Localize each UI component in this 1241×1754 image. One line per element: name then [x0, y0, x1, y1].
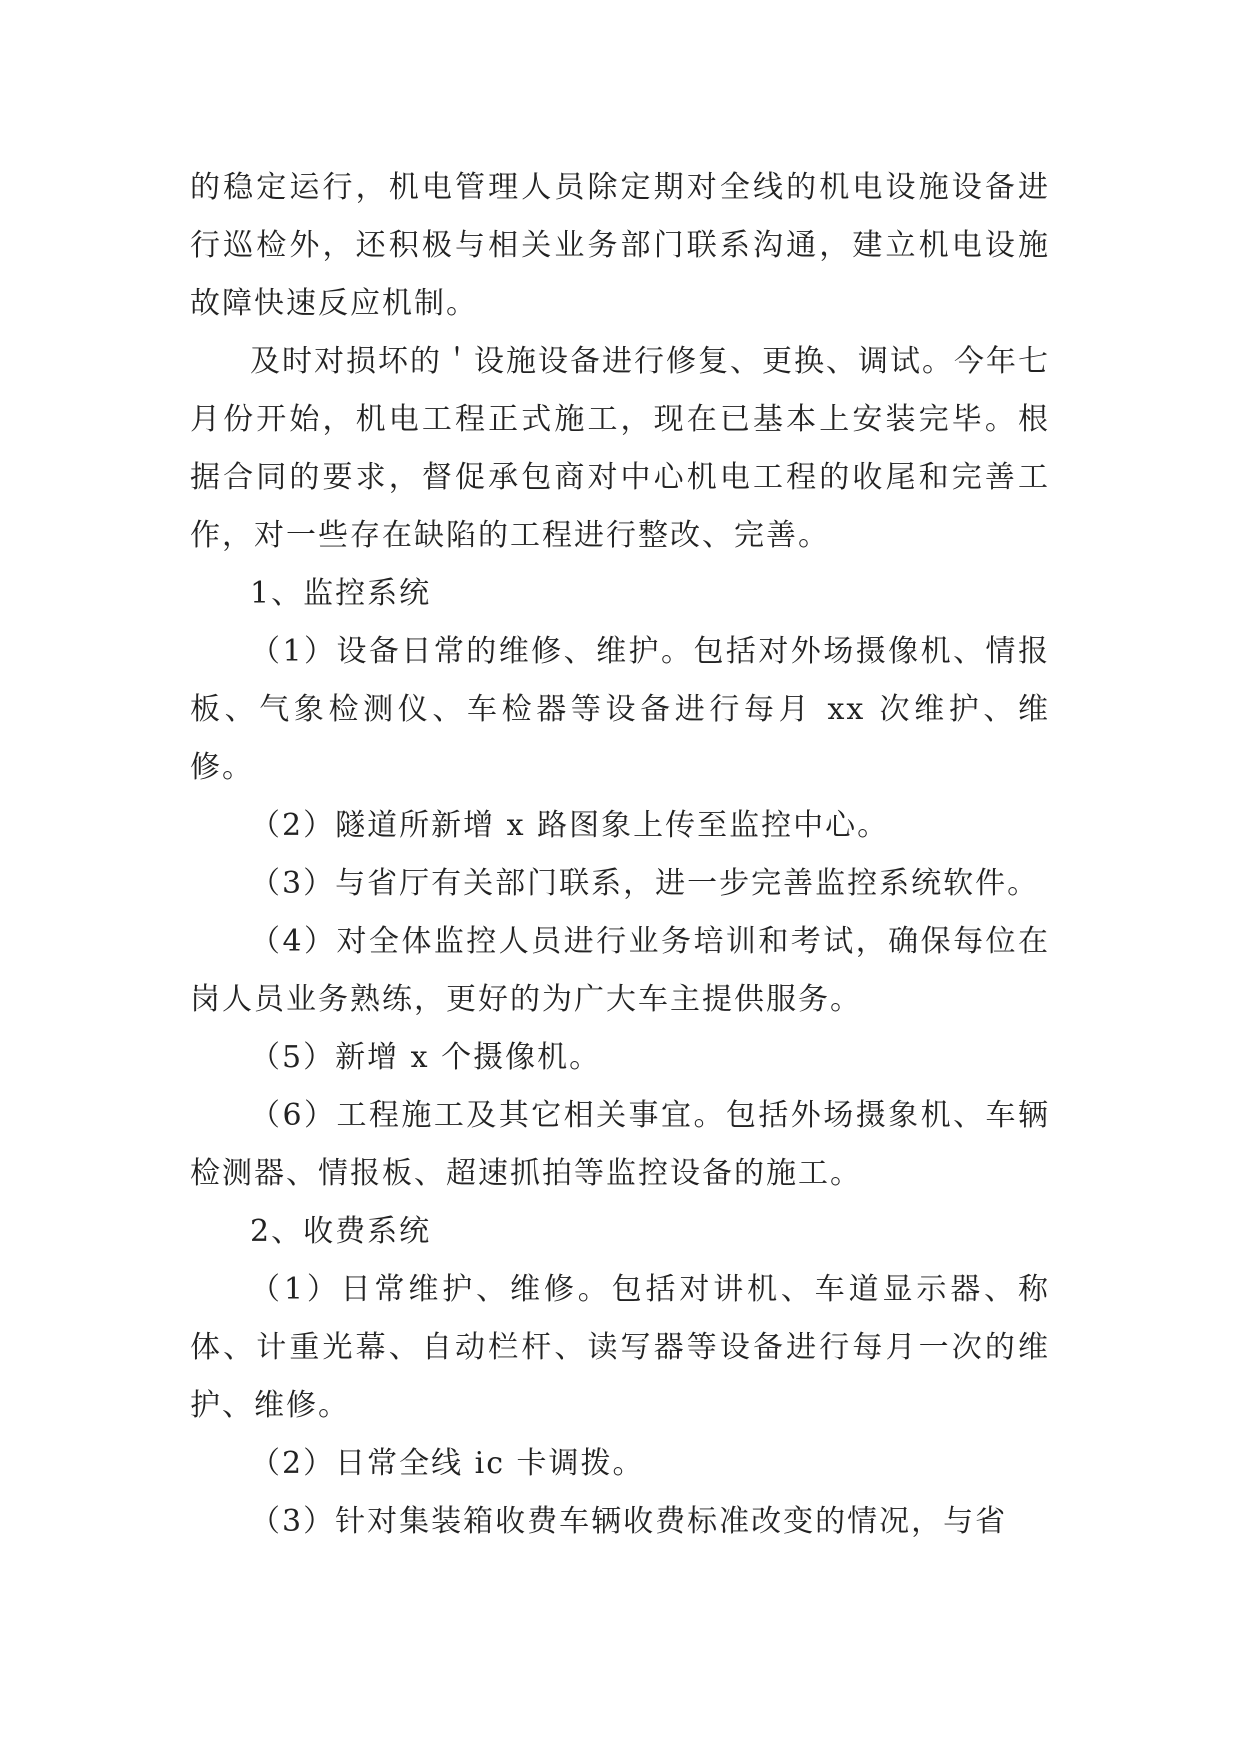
- document-body: [190, 159, 1050, 1551]
- paragraph-1: 的稳定运行，机电管理人员除定期对全线的机电设施设备进行巡检外，还积极与相关业务部门联系沟通，建立机电设施故障快速反应机制。: [190, 170, 1050, 321]
- paragraph-2: 及时对损坏的＇设施设备进行修复、更换、调试。今年七月份开始，机电工程正式施工，现在已基本上安装完毕。根据合同的要求，督促承包商对中心机电工程的收尾和完善工作，对一些存在缺陷的工程进行整改、完善。: [190, 344, 1050, 553]
- list-item-monitoring-3: （3）与省厅有关部门联系，进一步完善监控系统软件。: [250, 866, 1040, 901]
- list-item-monitoring-4: （4）对全体监控人员进行业务培训和考试，确保每位在岗人员业务熟练，更好的为广大车主提供服务。: [190, 924, 1050, 1017]
- list-item-monitoring-1: （1）设备日常的维修、维护。包括对外场摄像机、情报板、气象检测仪、车检器等设备进行每月 xx 次维护、维修。: [190, 634, 1050, 785]
- section-heading-toll: 2、收费系统: [250, 1214, 432, 1249]
- list-item-monitoring-6: （6）工程施工及其它相关事宜。包括外场摄象机、车辆检测器、情报板、超速抓拍等监控设备的施工。: [190, 1098, 1050, 1191]
- list-item-monitoring-5: （5）新增 x 个摄像机。: [250, 1040, 602, 1075]
- list-item-toll-2: （2）日常全线 ic 卡调拨。: [250, 1446, 645, 1481]
- list-item-toll-1: （1）日常维护、维修。包括对讲机、车道显示器、称体、计重光幕、自动栏杆、读写器等设备进行每月一次的维护、维修。: [190, 1272, 1050, 1423]
- list-item-toll-3: （3）针对集装箱收费车辆收费标准改变的情况，与省: [250, 1504, 1008, 1539]
- section-heading-monitoring: 1、监控系统: [250, 576, 432, 611]
- list-item-monitoring-2: （2）隧道所新增 x 路图象上传至监控中心。: [250, 808, 890, 843]
